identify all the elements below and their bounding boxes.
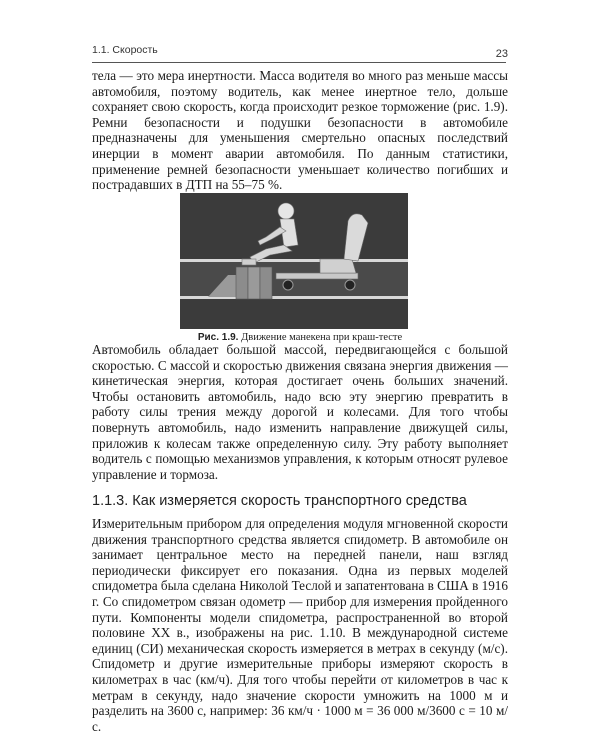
figure-label: Рис. 1.9. [197,332,239,343]
crash-test-illustration [180,193,408,329]
paragraph-kinetic-energy: Автомобиль обладает большой массой, передвигающейся с большой скоростью. С массой и скоростью движения связана энергия движения — кинетическая энергия, которая достигает очень больших значений. Чтобы остановить автомобиль, надо всю эту энергию превратить в работу силы трения между дорогой и колесами. Для того чтобы повернуть автомобиль, надо изменить направление движущей силы, приложив к колесам также определенную силу. Эту работу выполняет водитель с помощью механизмов управления, к которым относят рулевое управление и тормоза. [92,342,508,482]
section-heading: 1.1.3. Как измеряется скорость транспортного средства [92,493,467,509]
crash-test-figure [180,193,408,329]
running-header [92,44,506,63]
header-section-title: 1.1. Скорость [92,44,158,56]
paragraph-inertia: тела — это мера инертности. Масса водителя во много раз меньше массы автомобиля, поэтому водитель, как менее инертное тело, дольше сохраняет свою скорость, когда происходит резкое торможение (рис. 1.9). Ремни безопасности и подушки безопасности в автомобиле предназначены для уменьшения смертельно опасных последствий инерции в момент аварии автомобиля. По данным статистики, применение ремней безопасности уменьшает количество погибших и пострадавших в ДТП на 55–75 %. [92,68,508,193]
paragraph-speedometer: Измерительным прибором для определения модуля мгновенной скорости движения транспортного средства является спидометр. В автомобиле он занимает центральное место на передней панели, наш взгляд периодически фиксирует его показания. Одна из первых моделей спидометра была сделана Николой Теслой и запатентована в США в 1916 г. Со спидометром связан одометр — прибор для измерения пройденного пути. Компоненты модели спидометра, распространенной во второй половине XX в., изображены на рис. 1.10. В международной системе единиц (СИ) механическая скорость измеряется в метрах в секунду (м/с). Спидометр и другие измерительные приборы измеряют скорость в километрах в час (км/ч). Для того чтобы перейти от километров в час к метрам в секунду, надо значение скорости умножить на 1000 м и разделить на 3600 с, например: 36 км/ч · 1000 м = 36 000 м/3600 с = 10 м/с. [92,516,508,734]
figure-caption-text: Движение манекена при краш-тесте [241,332,403,343]
page-number: 23 [495,48,508,60]
